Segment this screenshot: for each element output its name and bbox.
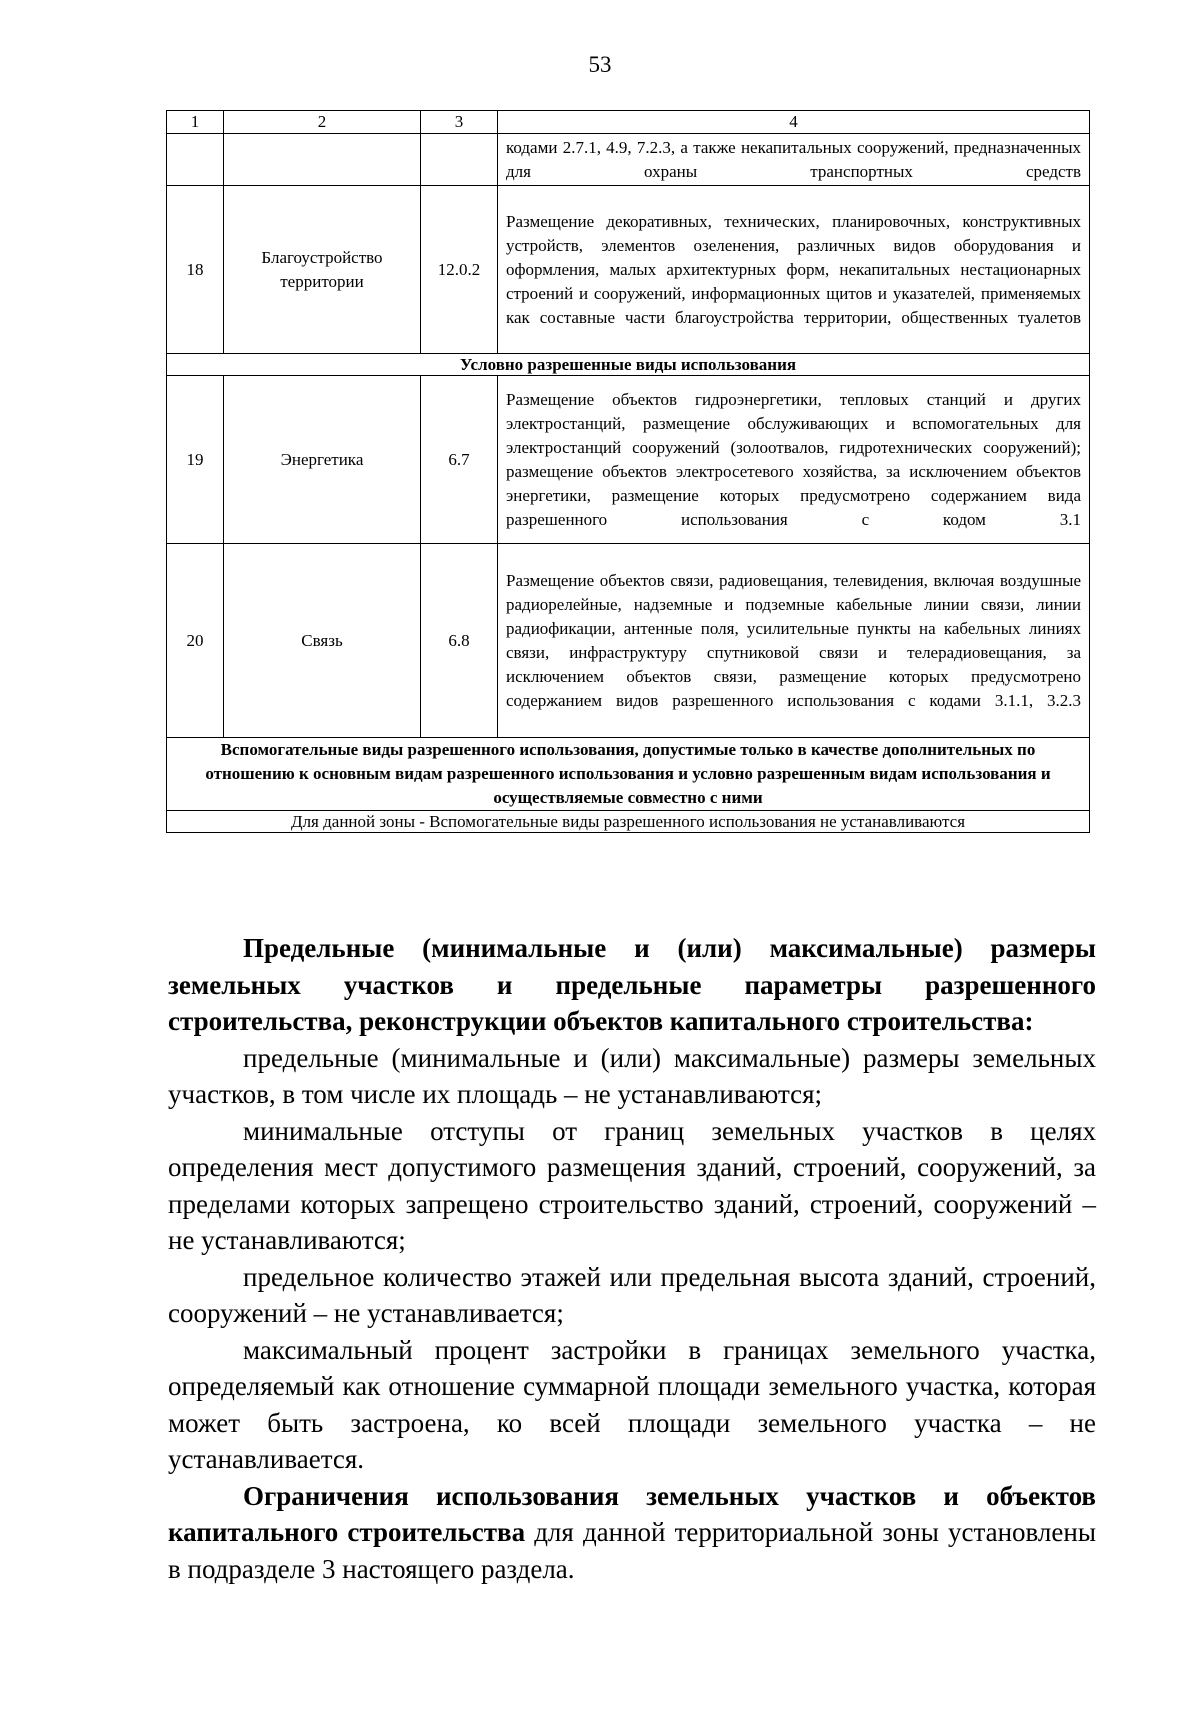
land-use-table [166,110,1090,833]
section-row-auxiliary [167,738,1090,811]
table-row-continued [167,134,1090,186]
section-title-conditional: Условно разрешенные виды использования [167,354,1090,376]
paragraph-plot-sizes: предельные (минимальные и (или) максимальные) размеры земельных участков, в том числе их площадь – не устанавливаются; [168,1042,1096,1109]
table-row-20 [167,544,1090,738]
cell-empty [421,134,498,186]
header-col-3: 3 [421,111,498,134]
row-number: 18 [167,186,224,354]
continued-description: кодами 2.7.1, 4.9, 7.2.3, а также некапитальных сооружений, предназначенных для охраны транспортных средств [498,134,1090,186]
row-number: 19 [167,376,224,544]
use-type-description: Размещение объектов гидроэнергетики, тепловых станций и других электростанций, размещение обслуживающих и вспомогательных для электростанций сооружений (золоотвалов, гидротехнических сооружений); размещение объектов электросетевого хозяйства, за исключением объектов энергетики, размещение которых предусмотрено содержанием вида разрешенного использования с кодом 3.1 [498,376,1090,544]
header-col-2: 2 [224,111,421,134]
paragraph-coverage: максимальный процент застройки в границах земельного участка, определяемый как отношение суммарной площади земельного участка, которая может быть застроена, ко всей площади земельного участка – не устанавливается. [168,1334,1096,1474]
use-type-name: Связь [224,544,421,738]
restrictions-bold: Ограничения использования земельных участков и объектов капитального строительства [168,1480,1096,1547]
use-type-description: Размещение объектов связи, радиовещания, телевидения, включая воздушные радиорелейные, надземные и подземные кабельные линии связи, линии радиофикации, антенные поля, усилительные пункты на кабельных линиях связи, инфраструктуру спутниковой связи и телерадиовещания, за исключением объектов связи, размещение которых предусмотрено содержанием видов разрешенного использования с кодами 3.1.1, 3.2.3 [498,544,1090,738]
header-col-1: 1 [167,111,224,134]
row-number: 20 [167,544,224,738]
section-title-auxiliary: Вспомогательные виды разрешенного использования, допустимые только в качестве дополнительных по отношению к основным видам разрешенного использования и условно разрешенным видам использования и осуществляемые совместно с ними [167,738,1090,811]
body-text [168,930,1096,1587]
table-row-18 [167,186,1090,354]
table-header-row [167,111,1090,134]
use-type-name: Благоустройство территории [224,186,421,354]
use-type-code: 6.7 [421,376,498,544]
paragraph-restrictions [168,1478,1096,1588]
use-type-code: 6.8 [421,544,498,738]
table-row-19 [167,376,1090,544]
paragraph-setbacks: минимальные отступы от границ земельных участков в целях определения мест допустимого размещения зданий, строений, сооружений, за пределами которых запрещено строительство зданий, строений, сооружений – не устанавливаются; [168,1115,1096,1255]
header-col-4: 4 [498,111,1090,134]
use-type-name: Энергетика [224,376,421,544]
restrictions-rest: для данной территориальной зоны установлены в подразделе 3 настоящего раздела. [168,1517,1096,1584]
section-row-conditional [167,354,1090,376]
use-type-description: Размещение декоративных, технических, планировочных, конструктивных устройств, элементов озеленения, различных видов оборудования и оформления, малых архитектурных форм, некапитальных нестационарных строений и сооружений, информационных щитов и указателей, применяемых как составные части благоустройства территории, общественных туалетов [498,186,1090,354]
auxiliary-note: Для данной зоны - Вспомогательные виды разрешенного использования не устанавливаются [167,811,1090,833]
page-number: 53 [588,52,612,77]
section-heading: Предельные (минимальные и (или) максимальные) размеры земельных участков и предельные параметры разрешенного строительства, реконструкции объектов капитального строительства: [168,933,1096,1036]
cell-empty [167,134,224,186]
paragraph-floors: предельное количество этажей или предельная высота зданий, строений, сооружений – не устанавливается; [168,1261,1096,1328]
cell-empty [224,134,421,186]
use-type-code: 12.0.2 [421,186,498,354]
auxiliary-note-row [167,811,1090,833]
